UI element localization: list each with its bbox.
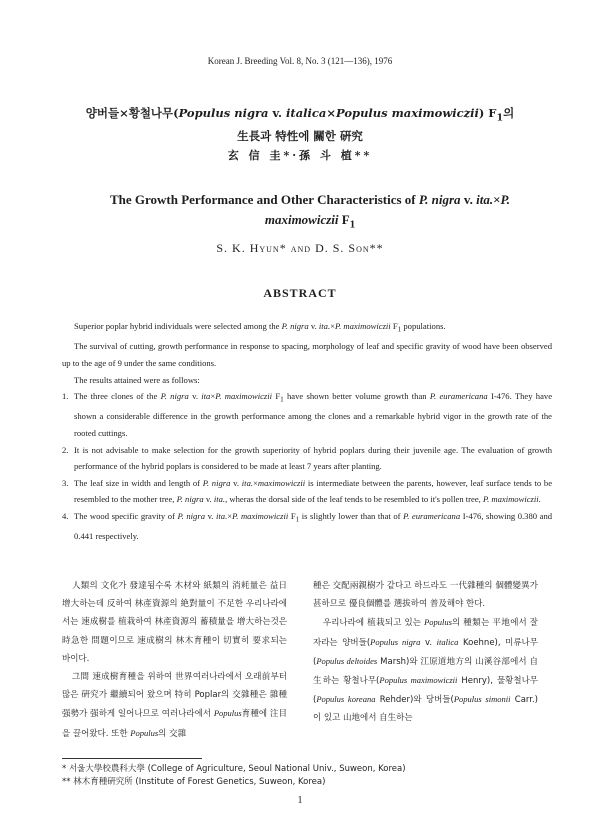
abstract-text: The three clones of the <box>74 391 161 402</box>
body-text: Rehder)와 당버들( <box>375 695 454 706</box>
journal-header: Korean J. Breeding Vol. 8, No. 3 (121—136), 1976 <box>207 56 393 66</box>
species-name: P. maximowiczii <box>482 494 539 505</box>
species-name: P. nigra <box>202 477 231 488</box>
abstract-text: Superior poplar hybrid individuals were selected among the <box>74 321 282 331</box>
abstract-text: v. <box>203 494 214 505</box>
result-item <box>62 442 552 475</box>
footnote-affiliation-1: * 서울大學校農科大學 (College of Agriculture, Seoul National Univ., Suweon, Korea) <box>62 764 406 774</box>
species-name: Populus deltoides <box>316 655 378 666</box>
species-name: ita. <box>241 477 254 488</box>
abstract-text: . <box>538 494 541 505</box>
abstract-text: The wood specific gravity of <box>74 510 178 521</box>
author-mark: * <box>279 241 287 255</box>
title-text: F <box>338 212 350 227</box>
result-number: 3. <box>62 477 69 488</box>
result-number: 1. <box>62 391 69 402</box>
author-name: D. S. S <box>315 241 357 255</box>
result-item <box>62 508 553 545</box>
body-text: Marsh)와 江原道地方의 山溪谷部에서 自生하는 황철나무( <box>313 656 538 687</box>
korean-title-line-2: 生長과 特性에 關한 硏究 <box>237 129 363 144</box>
species-name: Populus <box>424 617 452 628</box>
abstract-text: is slightly lower than that of <box>299 510 404 521</box>
species-name: Populus maximowiczii <box>379 675 458 686</box>
korean-title-line-1 <box>40 104 560 127</box>
title-text: 양버들×황철나무( <box>85 106 179 120</box>
species-name: Populus <box>213 708 242 719</box>
title-species: P. <box>500 192 511 207</box>
abstract-text: populations. <box>401 321 446 331</box>
english-title <box>70 190 550 235</box>
title-text: The Growth Performance and Other Characteristics of <box>109 192 419 207</box>
species-name: ita. <box>213 494 226 505</box>
species-name: P. maximowiczii <box>215 391 273 402</box>
species-name: P. nigra <box>176 494 204 505</box>
species-name: ita. <box>318 321 331 331</box>
subscript: 1 <box>280 395 284 404</box>
abstract-intro <box>62 318 552 338</box>
subscript: 1 <box>397 325 402 334</box>
title-text: 의 <box>503 106 515 120</box>
result-number: 4. <box>62 510 69 521</box>
footnotes <box>62 763 552 788</box>
abstract-results-intro: The results attained were as follows: <box>74 374 200 385</box>
abstract-text: F <box>390 321 398 331</box>
species-name: P. maximowiczii <box>232 510 289 521</box>
body-paragraph <box>62 668 287 743</box>
title-species: italica <box>286 106 327 120</box>
author-name: S. K. H <box>216 241 260 255</box>
abstract-text: have shown better volume growth than <box>283 391 430 402</box>
body-column-right <box>313 577 538 728</box>
abstract-text: F <box>288 510 296 521</box>
abstract-text: I-476, showing 0.380 and 0.441 respectively. <box>74 510 553 542</box>
body-text: Koehne), 미류나무( <box>313 637 538 667</box>
species-name: italica <box>436 636 459 647</box>
result-item <box>62 388 553 442</box>
title-species: maximowiczii <box>264 212 339 227</box>
title-text: v. <box>268 106 287 120</box>
abstract-text: × <box>330 321 335 331</box>
body-column-left <box>62 577 287 743</box>
title-species: Populus maximowiczii <box>336 106 479 120</box>
species-name: P. euramericana <box>403 510 461 521</box>
body-text: 의 種類는 平地에서 잘자라는 양버들( <box>313 618 538 648</box>
species-name: Populus simonii <box>453 694 511 705</box>
abstract-heading: ABSTRACT <box>263 286 337 300</box>
english-authors <box>0 241 600 256</box>
result-number: 2. <box>62 444 69 455</box>
species-name: maximowiczii <box>257 477 306 488</box>
title-text: × <box>326 106 337 120</box>
subscript: 1 <box>295 515 300 524</box>
body-text: 그間 速成樹育種을 위하여 世界여러나라에서 오래前부터 많은 硏究가 繼續되어 왔으며 特히 Poplar의 交雜種은 雜種强勢가 强하게 일어나므로 여러나라에서 <box>62 672 287 720</box>
results-list <box>62 388 552 545</box>
body-paragraph <box>313 613 538 727</box>
korean-authors: 玄 信 圭*·孫 斗 植** <box>227 149 373 162</box>
body-text: 育種에 注目을 끌어왔다. 또한 <box>62 709 287 739</box>
abstract-text: F <box>272 391 281 402</box>
species-name: P. nigra <box>281 321 309 331</box>
title-species: Populus nigra <box>178 106 269 120</box>
abstract-text: v. <box>308 321 319 331</box>
abstract-text: v. <box>205 510 217 521</box>
author-mark: ** <box>369 241 384 255</box>
title-text: ) F <box>478 106 497 120</box>
abstract-text: v. <box>230 477 242 488</box>
abstract-text: It is not advisable to make selection for the growth superiority of hybrid poplars during their juvenile age. The evaluation of growth performance of the hybrid poplars is considered to be made at least 7 years after planting. <box>74 444 552 472</box>
species-name: Populus nigra <box>370 636 421 647</box>
species-name: P. nigra <box>160 391 189 402</box>
body-text: 의 交雜 <box>158 728 187 739</box>
footnote-affiliation-2: ** 林木育種硏究所 (Institute of Forest Genetics, Suweon, Korea) <box>62 776 326 787</box>
author-name: ON <box>356 245 370 254</box>
body-text: Carr.)이 있고 山地에서 自生하는 <box>313 695 538 724</box>
body-text: v. <box>420 637 437 648</box>
abstract-body <box>62 318 552 545</box>
page-number: 1 <box>297 795 303 806</box>
author-name: YUN <box>259 245 280 254</box>
body-text: 우리나라에 植栽되고 있는 <box>323 618 425 629</box>
abstract-text: , wheras the dorsal side of the leaf tends to be resembled to it's pollen tree, <box>225 494 483 505</box>
species-name: ita <box>201 391 211 402</box>
author-and: AND <box>290 245 312 254</box>
abstract-text: × <box>253 477 258 488</box>
species-name: Populus <box>130 727 159 738</box>
body-paragraph: 種은 交配兩親樹가 같다고 하드라도 一代雜種의 個體變異가 甚하므로 優良個體를 選拔하여 普及해야 한다. <box>313 581 538 610</box>
abstract-text: v. <box>188 391 202 402</box>
species-name: Populus koreana <box>316 694 376 705</box>
abstract-text: × <box>210 391 216 402</box>
abstract-text: I-476. They have shown a considerable difference in the growth performance among the clones and a remarkable hybrid vigor in the growth rate of the rooted cuttings. <box>74 391 553 438</box>
species-name: P. euramericana <box>429 391 488 402</box>
result-item <box>62 475 553 508</box>
abstract-text: × <box>227 510 233 521</box>
abstract-methods: The survival of cutting, growth performance in response to spacing, morphology of leaf and specific gravity of wood have been observed up to the age of 9 under the same conditions. <box>62 341 552 368</box>
title-text: × <box>493 192 501 207</box>
footnote-divider <box>62 758 202 759</box>
abstract-text: is intermediate between the parents, however, leaf surface tends to be resembled to the mother tree, <box>74 477 553 505</box>
species-name: P. nigra <box>177 510 205 521</box>
species-name: P. maximowiczii <box>334 321 391 331</box>
body-paragraph: 人類의 文化가 發達됨수록 木材와 紙類의 消耗量은 益日增大하는데 反하여 林產資源의 絶對量이 不足한 우리나라에서는 速成樹를 植栽하여 林產資源의 蓄積量을 增大하는것은 時急한 問題이므로 速成樹의 林木育種이 切實히 要求되는 바이다. <box>62 581 287 664</box>
title-subscript: 1 <box>496 112 504 124</box>
title-subscript: 1 <box>349 218 356 231</box>
species-name: ita. <box>216 510 228 521</box>
title-species: P. nigra <box>418 192 461 207</box>
korean-title <box>40 104 560 146</box>
title-species: ita. <box>476 192 494 207</box>
abstract-text: The leaf size in width and length of <box>74 477 203 488</box>
title-text: v. <box>460 192 477 207</box>
body-text: Henry), 물황철나무( <box>313 676 538 706</box>
